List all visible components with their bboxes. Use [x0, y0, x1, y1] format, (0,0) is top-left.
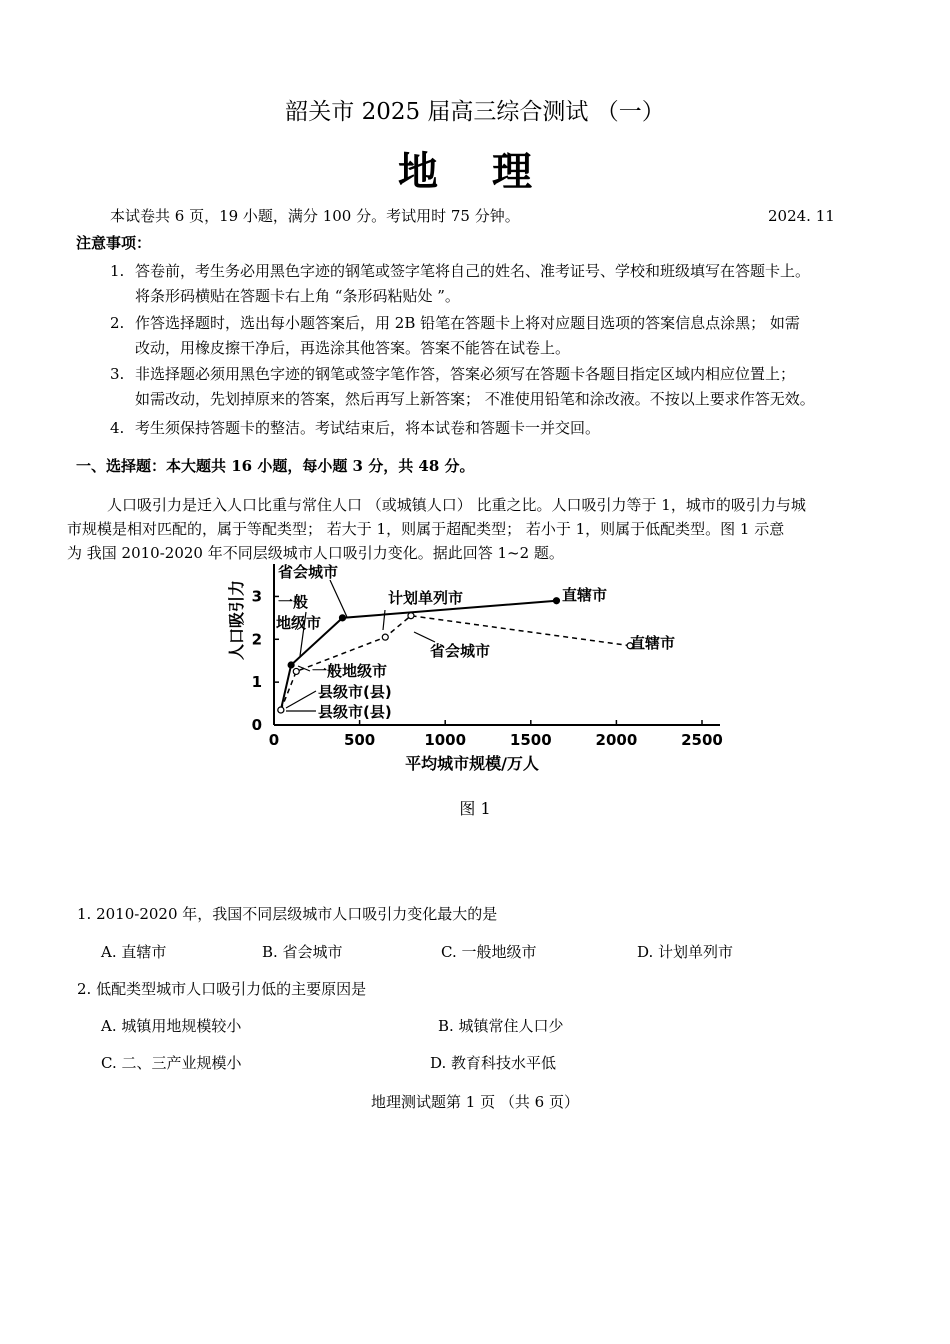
option: D. 计划单列市: [637, 943, 734, 961]
exam-subtitle: 韶关市 2025 届高三综合测试 （一）: [285, 99, 665, 125]
notice-number: 3.: [110, 365, 125, 383]
question-stem: 2. 低配类型城市人口吸引力低的主要原因是: [77, 980, 367, 998]
page-footer: 地理测试题第 1 页 （共 6 页）: [371, 1093, 579, 1111]
x-tick-label: 1000: [424, 731, 467, 749]
exam-info: 本试卷共 6 页，19 小题，满分 100 分。考试用时 75 分钟。: [110, 207, 520, 225]
annotation-label: 省会城市: [278, 563, 339, 581]
intro-line: 人口吸引力是迁入人口比重与常住人口 （或城镇人口） 比重之比。人口吸引力等于 1，城市的吸引力与城: [107, 496, 806, 514]
data-point: [293, 668, 299, 674]
intro-line: 市规模是相对匹配的，属于等配类型； 若大于 1，则属于超配类型； 若小于 1，则属于低配类型。图 1 示意: [67, 520, 785, 538]
option: A. 直辖市: [101, 943, 167, 961]
data-point: [278, 707, 284, 713]
data-point: [288, 662, 294, 668]
annotation-label: 直辖市: [562, 586, 608, 604]
option: B. 省会城市: [262, 943, 343, 961]
exam-date: 2024. 11: [768, 207, 835, 225]
notice-line: 考生须保持答题卡的整洁。考试结束后，将本试卷和答题卡一并交回。: [135, 419, 601, 437]
notice-number: 2.: [110, 314, 125, 332]
annotation-label: 地级市: [276, 614, 322, 632]
annotation-label: 县级市(县): [318, 703, 392, 721]
section-title: 一、选择题：本大题共 16 小题，每小题 3 分，共 48 分。: [76, 457, 475, 475]
y-tick-label: 2: [251, 630, 262, 649]
annotation-label: 省会城市: [430, 642, 491, 660]
annotation-label: 一般地级市: [312, 662, 388, 680]
notice-line: 作答选择题时，选出每小题答案后，用 2B 铅笔在答题卡上将对应题目选项的答案信息点涂黑； 如需: [135, 314, 800, 332]
population-attraction-chart: [227, 560, 730, 780]
option: A. 城镇用地规模较小: [101, 1017, 242, 1035]
option: C. 一般地级市: [441, 943, 537, 961]
notice-line: 答卷前，考生务必用黑色字迹的钢笔或签字笔将自己的姓名、准考证号、学校和班级填写在答题卡上。: [135, 262, 811, 280]
data-point: [339, 615, 345, 621]
question-stem: 1. 2010-2020 年，我国不同层级城市人口吸引力变化最大的是: [77, 905, 498, 923]
option: D. 教育科技水平低: [430, 1054, 557, 1072]
figure-caption: 图 1: [459, 799, 491, 818]
x-tick-label: 1500: [509, 731, 552, 749]
notice-line: 将条形码横贴在答题卡右上角 “条形码粘贴处 ”。: [135, 287, 460, 305]
annotation-label: 直辖市: [630, 634, 676, 652]
notice-line: 如需改动，先划掉原来的答案，然后再写上新答案； 不准使用铅笔和涂改液。不按以上要求作答无效。: [135, 390, 815, 408]
notice-line: 改动，用橡皮擦干净后，再选涂其他答案。答案不能答在试卷上。: [135, 339, 571, 357]
data-point: [553, 598, 559, 604]
intro-line: 为 我国 2010-2020 年不同层级城市人口吸引力变化。据此回答 1~2 题。: [67, 544, 564, 562]
notice-title: 注意事项：: [76, 234, 152, 252]
y-tick-label: 3: [251, 587, 262, 606]
x-tick-label: 2000: [595, 731, 638, 749]
x-axis-label: 平均城市规模/万人: [405, 754, 539, 773]
notice-line: 非选择题必须用黑色字迹的钢笔或签字笔作答，答案必须写在答题卡各题目指定区域内相应位置上；: [135, 365, 796, 383]
data-point: [408, 613, 414, 619]
subject-title: 地 理: [398, 148, 552, 195]
option: C. 二、三产业规模小: [101, 1054, 242, 1072]
y-axis-label: 人口吸引力: [227, 579, 246, 661]
data-point: [382, 634, 388, 640]
x-tick-label: 500: [343, 731, 376, 749]
y-tick-label: 0: [251, 716, 262, 734]
annotation-label: 计划单列市: [388, 589, 464, 607]
option: B. 城镇常住人口少: [438, 1017, 564, 1035]
y-tick-label: 1: [251, 673, 262, 692]
notice-number: 4.: [110, 419, 125, 437]
x-tick-label: 2500: [681, 731, 723, 749]
notice-number: 1.: [110, 262, 125, 280]
annotation-label: 县级市(县): [318, 683, 392, 701]
x-tick-label: 0: [268, 731, 280, 749]
annotation-label: 一般: [278, 593, 309, 611]
